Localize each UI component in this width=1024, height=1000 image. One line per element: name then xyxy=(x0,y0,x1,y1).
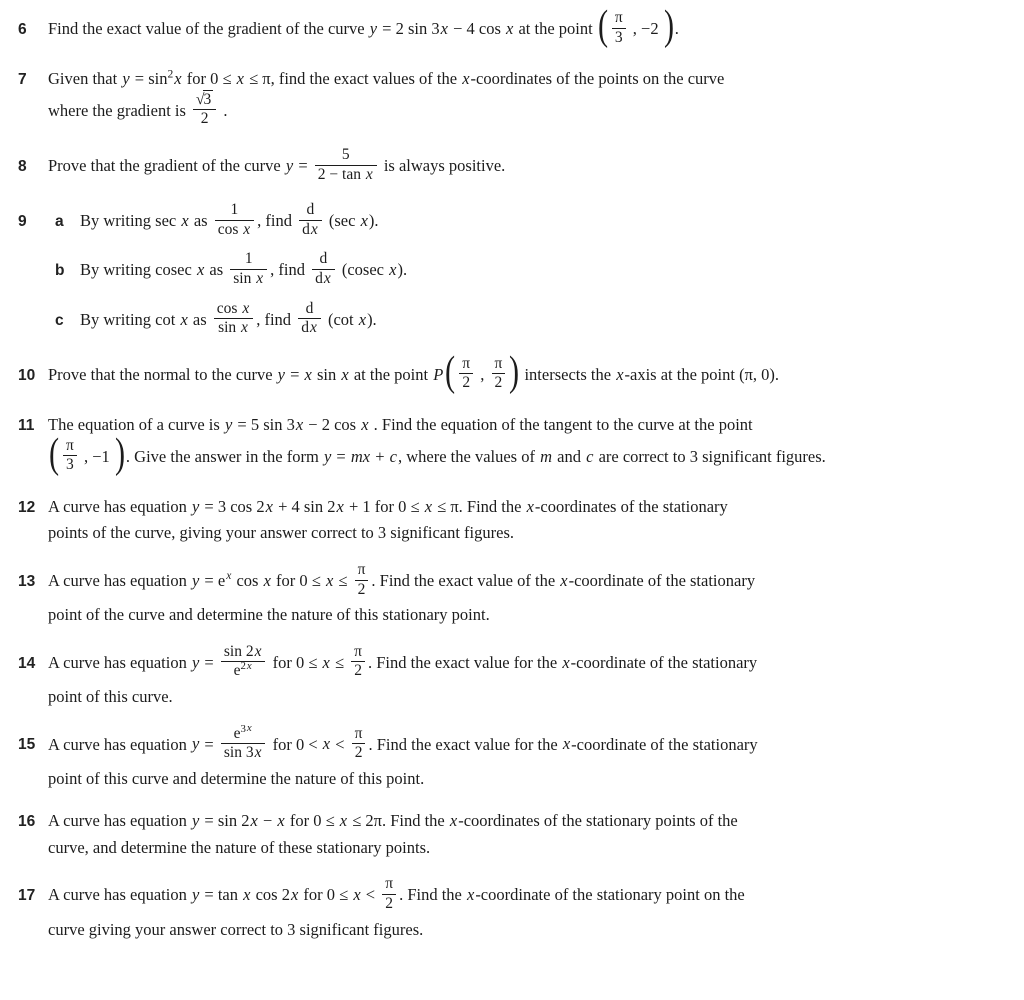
problem-number: 9 xyxy=(18,213,27,231)
problem-line: By writing sec x as $\frac{1}{\text{cos x}}$ , find $\frac{d}{dx}$ (sec x). xyxy=(80,201,379,238)
fraction-denominator: dx xyxy=(299,220,322,240)
problem-part xyxy=(48,65,1018,132)
fraction-denominator: dx xyxy=(312,269,335,289)
problem-part xyxy=(48,562,1018,629)
variable: x xyxy=(462,69,470,89)
fraction-numerator: π xyxy=(494,354,503,372)
fraction-numerator: π xyxy=(357,561,366,578)
radical-sign: √ xyxy=(196,90,204,108)
fraction xyxy=(315,146,377,184)
problem-body xyxy=(48,876,1018,943)
fraction-denominator: 2 xyxy=(355,580,369,600)
problem-body xyxy=(48,3,1018,50)
fraction-numerator: 1 xyxy=(230,201,239,219)
problem-line: curve, and determine the nature of these stationary points. xyxy=(48,837,431,857)
variable: x xyxy=(265,496,273,516)
fraction-numerator: $e^{3x}$ xyxy=(233,722,252,742)
problem-line: By writing cot x as $\frac{\text{cos x}}{\text{sin x}}$ , find $\frac{d}{dx}$ (cot x). xyxy=(80,299,377,337)
fraction-denominator: cos x xyxy=(215,220,254,240)
problem-part xyxy=(48,876,1018,943)
variable: x xyxy=(562,652,570,672)
problem-part xyxy=(48,349,1018,396)
big-open-paren: ( xyxy=(597,3,608,50)
problem-number: 17 xyxy=(18,887,36,905)
fraction xyxy=(612,9,626,47)
problem-body xyxy=(48,644,1018,711)
part-label: a xyxy=(55,213,64,231)
problem-number: 12 xyxy=(18,498,36,516)
variable: x xyxy=(309,319,317,337)
problem-part xyxy=(48,301,1018,341)
problem-number: 15 xyxy=(18,736,36,754)
problem-line: A curve has equation y = $\frac{\sin 2x}{e^{2x}}$ for 0 ≤ x ≤ $\frac{\pi}{2}$ . Find the exact value for the x-coordinate of the stationary xyxy=(48,642,758,680)
problem xyxy=(18,876,1018,943)
variable: c xyxy=(389,446,397,466)
problem-line: The equation of a curve is y = 5 sin 3x − 2 cos x . Find the equation of the tangent to the curve at the point xyxy=(48,415,753,435)
problem-line: Prove that the gradient of the curve y = $\frac{5}{\text{2 − tan x}}$ is always positive. xyxy=(48,146,506,183)
fraction xyxy=(193,91,216,129)
problem-line: point of the curve and determine the nature of this stationary point. xyxy=(48,605,490,625)
fraction-denominator: 2 − tan x xyxy=(315,165,377,185)
variable: P xyxy=(433,364,444,384)
big-close-paren: ) xyxy=(114,430,125,477)
variable: x xyxy=(263,570,271,590)
part-lines xyxy=(48,65,1018,132)
part-lines xyxy=(80,251,1018,291)
fraction-numerator xyxy=(193,91,216,110)
variable: x xyxy=(295,415,304,435)
fraction xyxy=(215,201,254,239)
problem-line: Given that $y = \sin^2x$ for 0 ≤ x ≤ π, find the exact values of the x-coordinates of the points on the curve xyxy=(48,68,725,89)
variable: x xyxy=(339,811,348,831)
problem-list xyxy=(18,3,1018,943)
problem-body xyxy=(48,349,1018,396)
variable: x xyxy=(242,299,250,317)
variable: y xyxy=(369,18,378,38)
fraction-numerator: π xyxy=(385,875,394,893)
problem-number: 6 xyxy=(18,20,27,38)
variable: x xyxy=(310,220,318,238)
part-lines xyxy=(48,562,1018,629)
variable: x xyxy=(174,69,182,89)
problem-number: 13 xyxy=(18,572,36,590)
sqrt xyxy=(196,91,213,108)
problem-line: ( $\frac{\pi}{3}$ , −1 ). Give the answer in the form y = mx + c, where the values of m and c are correct to 3 significant figures. xyxy=(48,430,826,477)
problem xyxy=(18,349,1018,396)
fraction xyxy=(355,561,369,599)
fraction xyxy=(221,722,266,763)
variable: x xyxy=(322,652,330,672)
problem-line: Prove that the normal to the curve y = x sin x at the point P( $\frac{\pi}{2}$ , $\frac{\pi}{2}$ ) intersects the x-axis at the point (π, 0). xyxy=(48,349,780,396)
problem-part xyxy=(48,722,1018,793)
fraction-denominator: 2 xyxy=(193,109,216,129)
part-lines xyxy=(48,411,1018,478)
problem-body xyxy=(48,562,1018,629)
variable: x xyxy=(424,496,433,516)
fraction xyxy=(352,725,366,763)
part-lines xyxy=(48,3,1018,50)
fraction xyxy=(214,300,253,338)
variable: x xyxy=(254,744,262,762)
problem-number: 14 xyxy=(18,654,36,672)
fraction-numerator: sin 2x xyxy=(223,642,262,660)
variable: x xyxy=(256,270,264,288)
variable: y xyxy=(323,446,332,466)
fraction-numerator: π xyxy=(462,354,471,372)
variable: x xyxy=(506,18,514,38)
fraction-denominator: sin 3x xyxy=(221,743,266,763)
variable: x xyxy=(341,364,349,384)
problem-line: where the gradient is $\frac{√3}{2}$ . xyxy=(48,90,228,128)
fraction-denominator: 2 xyxy=(459,373,473,393)
part-lines xyxy=(48,147,1018,187)
part-lines xyxy=(80,202,1018,242)
problem-line: point of this curve and determine the nature of this point. xyxy=(48,768,425,788)
problem-body xyxy=(48,147,1018,187)
problem-part xyxy=(48,251,1018,291)
part-lines xyxy=(48,644,1018,711)
variable: x xyxy=(243,885,251,905)
problem-line: A curve has equation y = sin 2x − x for 0 ≤ x ≤ 2π. Find the x-coordinates of the stationary points of the xyxy=(48,811,738,831)
big-open-paren: ( xyxy=(445,349,456,396)
variable: x xyxy=(323,270,331,288)
fraction-denominator: 2 xyxy=(352,743,366,763)
variable: y xyxy=(277,364,285,384)
fraction xyxy=(299,201,322,239)
problem-body xyxy=(48,722,1018,793)
fraction-numerator: π xyxy=(66,436,74,454)
problem-part xyxy=(48,807,1018,861)
variable: y xyxy=(285,155,294,175)
problem-body xyxy=(48,493,1018,547)
problem-line: curve giving your answer correct to 3 significant figures. xyxy=(48,919,424,939)
problem xyxy=(18,644,1018,711)
variable: y xyxy=(191,570,200,590)
problem xyxy=(18,65,1018,132)
variable: x xyxy=(290,885,299,905)
fraction xyxy=(230,250,267,288)
variable: x xyxy=(241,319,248,337)
fraction-denominator: 2 xyxy=(382,894,396,914)
variable: x xyxy=(389,260,397,280)
fraction-denominator: 2 xyxy=(492,373,506,393)
variable: mx xyxy=(350,446,371,466)
variable: x xyxy=(243,220,251,238)
problem-part xyxy=(48,411,1018,478)
variable: x xyxy=(250,811,258,831)
variable: x xyxy=(325,570,334,590)
problem-number: 10 xyxy=(18,366,36,384)
variable: x xyxy=(196,260,205,280)
fraction-denominator: sin x xyxy=(230,269,267,289)
variable: x xyxy=(466,885,475,905)
variable: y xyxy=(191,885,200,905)
part-label: b xyxy=(55,262,65,280)
big-close-paren: ) xyxy=(509,349,520,396)
variable: y xyxy=(191,652,200,672)
problem xyxy=(18,411,1018,478)
fraction-numerator: d xyxy=(306,201,315,219)
variable: x xyxy=(562,734,571,754)
problem-part xyxy=(48,3,1018,50)
part-lines xyxy=(48,876,1018,943)
problem-number: 7 xyxy=(18,71,27,89)
part-lines xyxy=(48,807,1018,861)
variable: m xyxy=(540,446,553,466)
radicand: 3 xyxy=(203,90,212,108)
fraction-numerator: d xyxy=(305,299,314,317)
fraction xyxy=(298,300,321,338)
fraction-denominator: 3 xyxy=(612,28,626,48)
part-label: c xyxy=(55,311,64,329)
fraction-numerator: cos x xyxy=(216,299,250,317)
big-close-paren: ) xyxy=(663,3,674,50)
fraction xyxy=(351,643,365,681)
fraction-numerator: 5 xyxy=(341,146,350,163)
variable: x xyxy=(358,309,367,329)
problem-line: point of this curve. xyxy=(48,687,173,706)
problem-part xyxy=(48,644,1018,711)
variable: x xyxy=(616,364,624,384)
fraction-denominator: $e^{2x}$ xyxy=(221,661,266,681)
fraction xyxy=(492,355,506,393)
problem-number: 8 xyxy=(18,157,27,175)
problem-line: Find the exact value of the gradient of the curve y = 2 sin 3x − 4 cos x at the point ( $\frac{\pi}{3}$ , −2 ). xyxy=(48,3,679,50)
superscript: 3x xyxy=(240,722,252,735)
fraction-numerator: d xyxy=(319,250,328,268)
fraction-numerator: π xyxy=(354,724,363,742)
problem-line: By writing cosec x as $\frac{1}{\text{sin x}}$ , find $\frac{d}{dx}$ (cosec x). xyxy=(80,250,408,288)
variable: y xyxy=(224,415,233,435)
problem xyxy=(18,147,1018,187)
big-open-paren: ( xyxy=(48,430,60,477)
fraction xyxy=(382,875,396,913)
variable: x xyxy=(365,165,373,183)
problem xyxy=(18,3,1018,50)
fraction xyxy=(221,643,266,681)
problem xyxy=(18,807,1018,861)
fraction xyxy=(312,250,335,288)
problem xyxy=(18,562,1018,629)
variable: x xyxy=(180,309,188,329)
variable: x xyxy=(353,885,361,905)
part-lines xyxy=(48,349,1018,396)
problem xyxy=(18,722,1018,793)
problem xyxy=(18,493,1018,547)
problem xyxy=(18,202,1018,341)
variable: x xyxy=(226,570,232,583)
problem-body xyxy=(48,202,1018,341)
problem-number: 16 xyxy=(18,813,36,831)
variable: y xyxy=(191,734,200,754)
problem-line: A curve has equation y = tan x cos 2x for 0 ≤ x < $\frac{\pi}{2}$ . Find the x-coordinate of the stationary point on the xyxy=(48,875,745,913)
variable: x xyxy=(304,364,312,384)
fraction-numerator: 1 xyxy=(244,250,253,268)
problem-part xyxy=(48,202,1018,242)
variable: y xyxy=(122,69,130,89)
problem-line: A curve has equation $y = e^x$ cos x for 0 ≤ x ≤ $\frac{\pi}{2}$ . Find the exact value of the x-coordinate of the stationary xyxy=(48,561,756,598)
problem-body xyxy=(48,411,1018,478)
part-lines xyxy=(80,301,1018,341)
fraction xyxy=(63,437,77,475)
variable: x xyxy=(236,69,244,89)
problem-part xyxy=(48,493,1018,547)
superscript xyxy=(225,570,232,582)
fraction-denominator: sin x xyxy=(214,318,253,338)
variable: x xyxy=(277,811,285,831)
problem-line: A curve has equation y = $\frac{e^{3x}}{\sin 3x}$ for 0 < x < $\frac{\pi}{2}$ . Find the exact value for the x-coordinate of the stationary xyxy=(48,722,758,762)
problem-line: points of the curve, giving your answer correct to 3 significant figures. xyxy=(48,523,514,543)
variable: x xyxy=(449,811,458,831)
variable: x xyxy=(560,570,568,590)
part-lines xyxy=(48,722,1018,793)
variable: y xyxy=(191,811,200,831)
variable: x xyxy=(322,734,331,754)
problem-part xyxy=(48,147,1018,187)
variable: x xyxy=(361,415,369,435)
fraction-denominator: 3 xyxy=(63,455,77,475)
part-lines xyxy=(48,493,1018,547)
variable: x xyxy=(526,496,534,516)
variable: x xyxy=(254,642,262,660)
problem-body xyxy=(48,807,1018,861)
fraction-numerator: π xyxy=(614,9,623,26)
variable: x xyxy=(246,660,252,673)
variable: y xyxy=(191,496,200,516)
fraction-denominator: dx xyxy=(298,318,321,338)
variable: x xyxy=(440,18,448,38)
fraction-denominator: 2 xyxy=(351,661,365,681)
variable: x xyxy=(360,211,368,231)
problem-number: 11 xyxy=(18,417,35,435)
problem-line: A curve has equation y = 3 cos 2x + 4 sin 2x + 1 for 0 ≤ x ≤ π. Find the x-coordinates of the stationary xyxy=(48,496,728,516)
variable: x xyxy=(246,722,252,735)
fraction xyxy=(459,355,473,393)
variable: x xyxy=(336,496,344,516)
superscript: 2 xyxy=(167,68,174,81)
variable: c xyxy=(586,446,594,466)
variable: x xyxy=(181,211,189,231)
problem-body xyxy=(48,65,1018,132)
superscript: 2x xyxy=(240,660,252,673)
fraction-numerator: π xyxy=(354,642,362,660)
